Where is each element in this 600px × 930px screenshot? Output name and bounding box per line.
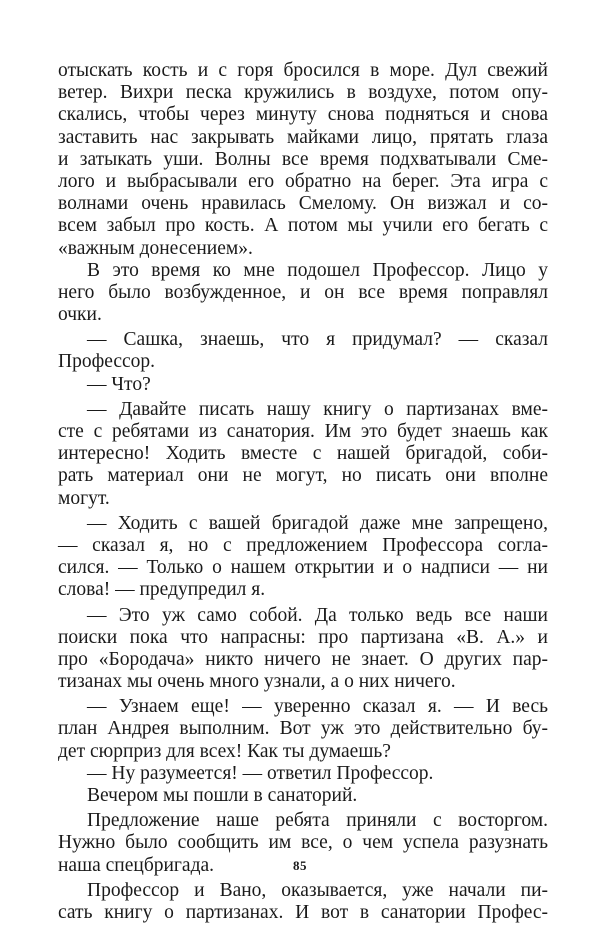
text-line: Предложение наше ребята приняли с восторгом. (87, 810, 548, 832)
text-line: Вечером мы пошли в санаторий. (87, 785, 358, 806)
text-line: — Сашка, знаешь, что я придумал? — сказал (87, 329, 548, 351)
text-line: отыскать кость и с горя бросился в море. Дул свежий (58, 60, 548, 81)
text-line: Нужно было сообщить им все, о чем успела разузнать (58, 832, 548, 854)
text-line: сте с ребятами из санатория. Им это будет знаешь как (58, 421, 548, 442)
text-line: лого и выбрасывали его обратно на берег. Эта игра с (58, 170, 548, 192)
text-line: рать материал они не могут, но писать они вполне (58, 465, 548, 487)
text-line: — Что? (87, 373, 151, 395)
text-line: слова! — предупредил я. (58, 579, 266, 601)
text-line: сился. — Только о нашем открытии и о надписи — ни (58, 557, 548, 579)
text-line: план Андрея выполним. Вот уж это действительно бу- (58, 718, 548, 740)
text-line: волнами очень нравилась Смелому. Он визжал и со- (58, 193, 548, 215)
text-line: сать книгу о партизанах. И вот в санатории Профес- (58, 901, 548, 923)
text-line: про «Бородача» никто ничего не знает. О других пар- (58, 648, 548, 670)
text-line: интересно! Ходить вместе с нашей бригадой, соби- (58, 443, 548, 465)
text-line: скались, чтобы через минуту снова подняться и снова (58, 104, 548, 126)
text-line: В это время ко мне подошел Профессор. Лицо у (87, 259, 548, 281)
text-line: Профессор. (58, 351, 156, 373)
text-line: тизанах мы очень много узнали, а о них ничего. (58, 671, 456, 693)
text-line: заставить нас закрывать майками лицо, прятать глаза (58, 126, 548, 148)
text-line: поиски пока что напрасны: про партизана «В. А.» и (58, 626, 548, 648)
text-line: — сказал я, но с предложением Профессора согла- (58, 534, 548, 556)
text-line: могут. (58, 487, 110, 509)
text-line: Профессор и Вано, оказывается, уже начали пи- (87, 879, 548, 901)
text-line: — Узнаем еще! — уверенно сказал я. — И весь (87, 696, 548, 718)
text-line: — Это уж само собой. Да только ведь все наши (87, 604, 548, 626)
text-line: — Ходить с вашей бригадой даже мне запрещено, (87, 512, 548, 534)
page-number: 85 (293, 858, 307, 873)
book-page-text (58, 60, 548, 924)
text-line: дет сюрприз для всех! Как ты думаешь? (58, 740, 391, 762)
text-line: — Давайте писать нашу книгу о партизанах вме- (87, 398, 548, 420)
text-line: — Ну разумеется! — ответил Профессор. (87, 762, 434, 784)
text-line: него было возбужденное, и он все время поправлял (58, 281, 548, 303)
text-line: «важным донесением». (58, 237, 253, 259)
text-line: очки. (58, 304, 102, 326)
text-line: и затыкать уши. Волны все время подхватывали Сме- (58, 148, 548, 170)
text-line: ветер. Вихри песка кружились в воздухе, потом опу- (58, 82, 548, 104)
text-line: наша спецбригада. (58, 854, 215, 876)
text-line: всем забыл про кость. А потом мы учили его бегать с (58, 215, 548, 237)
